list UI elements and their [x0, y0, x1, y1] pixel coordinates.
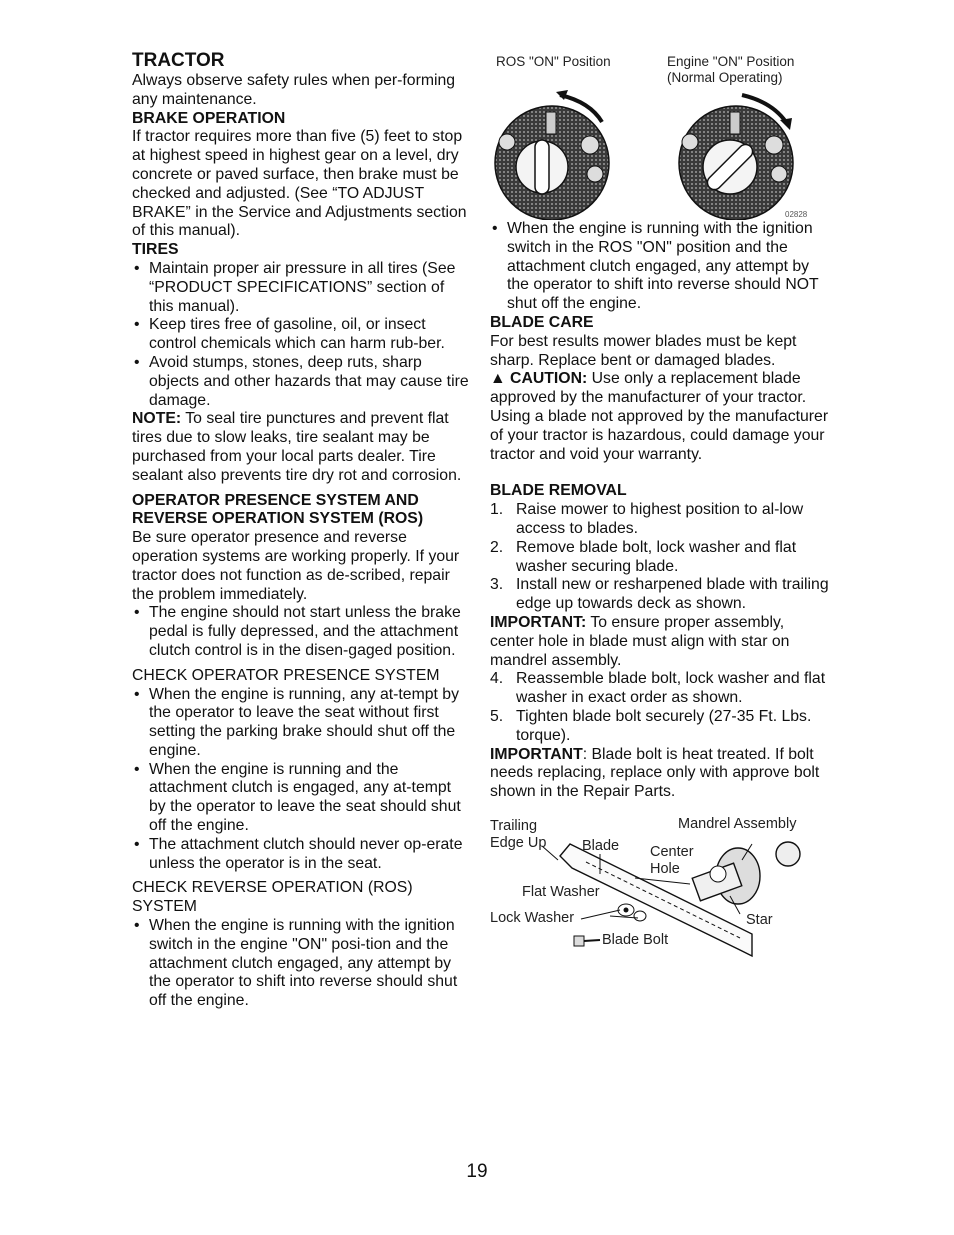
left-column: [132, 50, 472, 1011]
note-text: To seal tire punctures and prevent flat tires due to slow leaks, tire sealant may be purchased from your local parts dealer. Tire sealant also prevents tire dry rot and corrosion.: [132, 410, 462, 484]
list-item: 5. Tighten blade bolt securely (27-35 Ft. Lbs. torque).: [490, 707, 812, 744]
ignition-switch-figure: [490, 50, 830, 220]
blade-assembly-figure: [490, 816, 830, 976]
blade-bolt-label: Blade Bolt: [602, 931, 669, 948]
list-item: • When the engine is running, any at-tempt by the operator to leave the seat without first setting the parking brake should shut off the engine.: [132, 686, 472, 761]
list-item: • Maintain proper air pressure in all tires (See “PRODUCT SPECIFICATIONS” section of this manual).: [132, 260, 472, 316]
list-item: • The engine should not start unless the brake pedal is fully depressed, and the attachment clutch control is in the disen-gaged position.: [132, 604, 472, 660]
list-item: • When the engine is running with the ignition switch in the engine "ON" posi-tion and the attachment clutch engaged, any attempt by the operator to shift into reverse should shut off the engine.: [132, 917, 472, 1011]
check-ros-list: [132, 917, 472, 1011]
note-paragraph: [132, 410, 472, 485]
caution-text: Use only a replacement blade approved by the manufacturer of your tractor. Using a blade not approved by the manufacturer of your tractor is hazardous, could damage your tractor and void your warranty.: [490, 370, 829, 463]
check-operator-list: [132, 686, 472, 874]
ros-on-caption: ROS "ON" Position: [496, 54, 611, 69]
blade-care-text: For best results mower blades must be kept sharp. Replace bent or damaged blades.: [490, 332, 797, 369]
ops-heading: OPERATOR PRESENCE SYSTEM AND REVERSE OPERATION SYSTEM (ROS): [132, 491, 424, 528]
intro-text: Always observe safety rules when per-forming any maintenance.: [132, 72, 456, 108]
blade-removal-steps-a: [490, 501, 830, 614]
ops-list: [132, 604, 472, 660]
lock-washer-label: Lock Washer: [490, 909, 575, 926]
important-paragraph-2: IMPORTANT: Blade bolt is heat treated. If bolt needs replacing, replace only with approve bolt shown in the Repair Parts.: [490, 745, 820, 801]
list-item: • Avoid stumps, stones, deep ruts, sharp objects and other hazards that may cause tire damage.: [132, 354, 472, 410]
list-item: • When the engine is running with the ignition switch in the ROS "ON" position and the attachment clutch engaged, any attempt by the operator to shift into reverse should NOT shut off the engine.: [490, 220, 830, 314]
trailing-label: Trailing: [490, 817, 538, 834]
normal-operating-caption: (Normal Operating): [667, 70, 783, 85]
list-item: 4. Reassemble blade bolt, lock washer and flat washer in exact order as shown.: [490, 670, 826, 707]
blade-removal-heading: BLADE REMOVAL: [490, 482, 627, 500]
mandrel-assembly-label: Mandrel Assembly: [678, 815, 797, 832]
tires-list: [132, 260, 472, 410]
section-title: TRACTOR: [132, 50, 225, 71]
ops-text: Be sure operator presence and reverse operation systems are working properly. If your tractor does not function as de-scribed, repair the problem immediately.: [132, 529, 460, 603]
star-label: Star: [746, 911, 773, 928]
list-item: • When the engine is running and the attachment clutch is engaged, any at-tempt by the operator to leave the seat should shut off the engine.: [132, 761, 472, 836]
engine-switch-icon: [679, 95, 793, 220]
ignition-switch-drawing: [490, 50, 830, 220]
check-ros-heading: CHECK REVERSE OPERATION (ROS) SYSTEM: [132, 879, 413, 916]
right-column: [490, 50, 830, 976]
ros-switch-icon: [495, 90, 609, 220]
engine-on-caption: Engine "ON" Position: [667, 54, 795, 69]
note-label: NOTE:: [132, 410, 182, 428]
hole-label: Hole: [650, 860, 680, 877]
list-item: • The attachment clutch should never op-erate unless the operator is in the seat.: [132, 836, 472, 874]
tires-heading: TIRES: [132, 241, 179, 259]
brake-heading: BRAKE OPERATION: [132, 109, 286, 127]
caution-paragraph: [490, 370, 830, 464]
check-operator-heading: CHECK OPERATOR PRESENCE SYSTEM: [132, 666, 440, 684]
ros-list: [490, 220, 830, 314]
warning-icon: ▲: [490, 370, 506, 388]
important-paragraph-1: IMPORTANT: To ensure proper assembly, center hole in blade must align with star on mandrel assembly.: [490, 613, 790, 669]
brake-text: If tractor requires more than five (5) feet to stop at highest speed in highest gear on a level, dry concrete or paved surface, then brake must be checked and adjusted. (See “TO ADJUST BRAKE” in the Service and Adjustments section of this manual).: [132, 128, 467, 240]
list-item: 2. Remove blade bolt, lock washer and flat washer securing blade.: [490, 538, 797, 575]
important-label: IMPORTANT:: [490, 613, 587, 631]
list-item: 1. Raise mower to highest position to al-low access to blades.: [490, 501, 804, 537]
blade-label: Blade: [582, 837, 620, 854]
figure-code: 02828: [785, 210, 808, 219]
caution-label: CAUTION:: [510, 370, 588, 388]
blade-removal-steps-b: [490, 670, 830, 745]
edge-up-label: Edge Up: [490, 834, 547, 851]
important-label: IMPORTANT: [490, 745, 583, 763]
list-item: • Keep tires free of gasoline, oil, or insect control chemicals which can harm rub-ber.: [132, 316, 472, 354]
center-label: Center: [650, 843, 694, 860]
blade-care-heading: BLADE CARE: [490, 313, 594, 331]
list-item: 3. Install new or resharpened blade with trailing edge up towards deck as shown.: [490, 576, 829, 613]
flat-washer-label: Flat Washer: [522, 883, 600, 900]
page-number: 19: [466, 1161, 488, 1182]
